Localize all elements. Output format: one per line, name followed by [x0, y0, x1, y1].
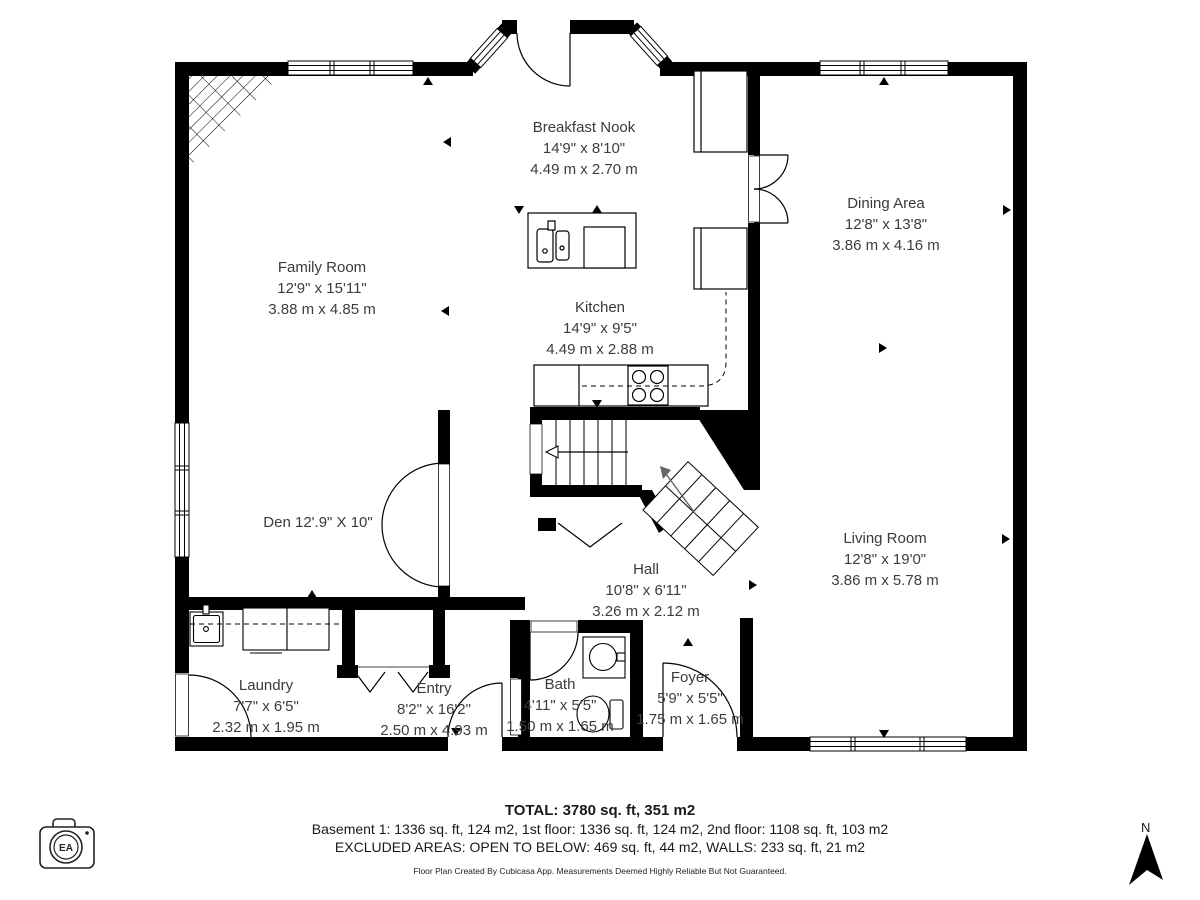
window-left-wall — [175, 423, 189, 557]
room-dim-metric: 1.50 m x 1.65 m — [506, 718, 614, 735]
floor-areas-text: Basement 1: 1336 sq. ft, 124 m2, 1st floor: 1336 sq. ft, 124 m2, 2nd floor: 1108 sq. ft, 103 m2 — [311, 821, 889, 837]
room-name: Entry — [416, 680, 452, 697]
room-dim-imperial: 12'8" x 19'0" — [843, 551, 927, 568]
room-name: Den 12'.9" X 10" — [263, 514, 373, 531]
window-dining — [820, 61, 948, 75]
room-label-living-room — [831, 528, 939, 591]
window-bay-right — [630, 26, 667, 65]
room-dim-metric: 1.75 m x 1.65 m — [636, 711, 744, 728]
room-dim-imperial: 10'8" x 6'11" — [605, 582, 687, 599]
laundry-fixtures — [190, 605, 340, 653]
room-dim-imperial: 4'11" x 5'5" — [523, 697, 597, 714]
stairs-direction-arrow — [546, 446, 558, 458]
room-dim-metric: 3.86 m x 4.16 m — [832, 237, 940, 254]
hatch-open-below — [189, 76, 280, 167]
room-dim-imperial: 12'9" x 15'11" — [277, 280, 367, 297]
room-dim-metric: 2.32 m x 1.95 m — [212, 719, 320, 736]
room-label-hall — [592, 559, 700, 622]
room-name: Kitchen — [574, 299, 626, 316]
room-name: Family Room — [277, 259, 367, 276]
stairs-upper-run — [546, 420, 628, 485]
room-dim-metric: 3.26 m x 2.12 m — [592, 603, 700, 620]
disclaimer-text: Floor Plan Created By Cubicasa App. Measurements Deemed Highly Reliable But Not Guaranteed. — [413, 866, 787, 876]
dishwasher — [584, 227, 625, 268]
room-dim-metric: 4.49 m x 2.88 m — [546, 341, 654, 358]
room-dim-imperial: 14'9" x 8'10" — [542, 140, 626, 157]
bath-faucet — [617, 653, 625, 661]
washer — [243, 608, 287, 650]
room-name: Bath — [544, 676, 576, 693]
room-name: Living Room — [843, 530, 927, 547]
total-area-text: TOTAL: 3780 sq. ft, 351 m2 — [504, 802, 696, 819]
room-label-entry — [380, 678, 488, 741]
room-dim-imperial: 8'2" x 16'2" — [397, 701, 471, 718]
room-label-bath — [506, 674, 614, 737]
excluded-areas-text: EXCLUDED AREAS: OPEN TO BELOW: 469 sq. ft, 44 m2, WALLS: 233 sq. ft, 21 m2 — [334, 839, 866, 855]
room-label-kitchen — [546, 297, 654, 360]
island-faucet — [548, 221, 555, 230]
room-name: Laundry — [238, 677, 294, 694]
room-dim-imperial: 7'7" x 6'5" — [233, 698, 299, 715]
island-sink-basin — [537, 229, 553, 262]
summary-footer — [0, 802, 1200, 877]
room-name: Hall — [633, 561, 659, 578]
pantry-cabinet — [694, 71, 747, 152]
window-top-left — [288, 61, 413, 75]
room-name: Breakfast Nook — [532, 119, 636, 136]
laundry-faucet — [203, 605, 209, 614]
room-label-dining-area — [832, 193, 940, 256]
room-dim-metric: 3.88 m x 4.85 m — [268, 301, 376, 318]
logo-text: EA — [59, 843, 73, 854]
room-name: Dining Area — [847, 195, 925, 212]
room-dim-metric: 2.50 m x 4.93 m — [380, 722, 488, 739]
bath-sink — [590, 644, 617, 671]
room-dim-imperial: 14'9" x 9'5" — [563, 320, 637, 337]
room-label-breakfast-nook — [530, 117, 638, 180]
window-bay-left — [470, 28, 507, 67]
dryer — [287, 608, 329, 650]
hall-swing-door — [558, 523, 622, 547]
room-name: Foyer — [670, 669, 710, 686]
compass-north-label: N — [1141, 820, 1151, 835]
room-label-laundry — [212, 675, 320, 738]
room-label-family-room — [268, 257, 376, 320]
room-dim-metric: 4.49 m x 2.70 m — [530, 161, 638, 178]
room-label-foyer — [636, 667, 744, 730]
room-dim-imperial: 5'9" x 5'5" — [657, 690, 723, 707]
bath-door — [530, 632, 578, 680]
room-label-den — [263, 512, 372, 533]
fridge — [694, 228, 747, 289]
den-double-doors — [382, 463, 444, 587]
room-dim-metric: 3.86 m x 5.78 m — [831, 572, 939, 589]
room-dim-imperial: 12'8" x 13'8" — [844, 216, 928, 233]
front-door — [517, 33, 570, 86]
window-living — [810, 737, 966, 751]
